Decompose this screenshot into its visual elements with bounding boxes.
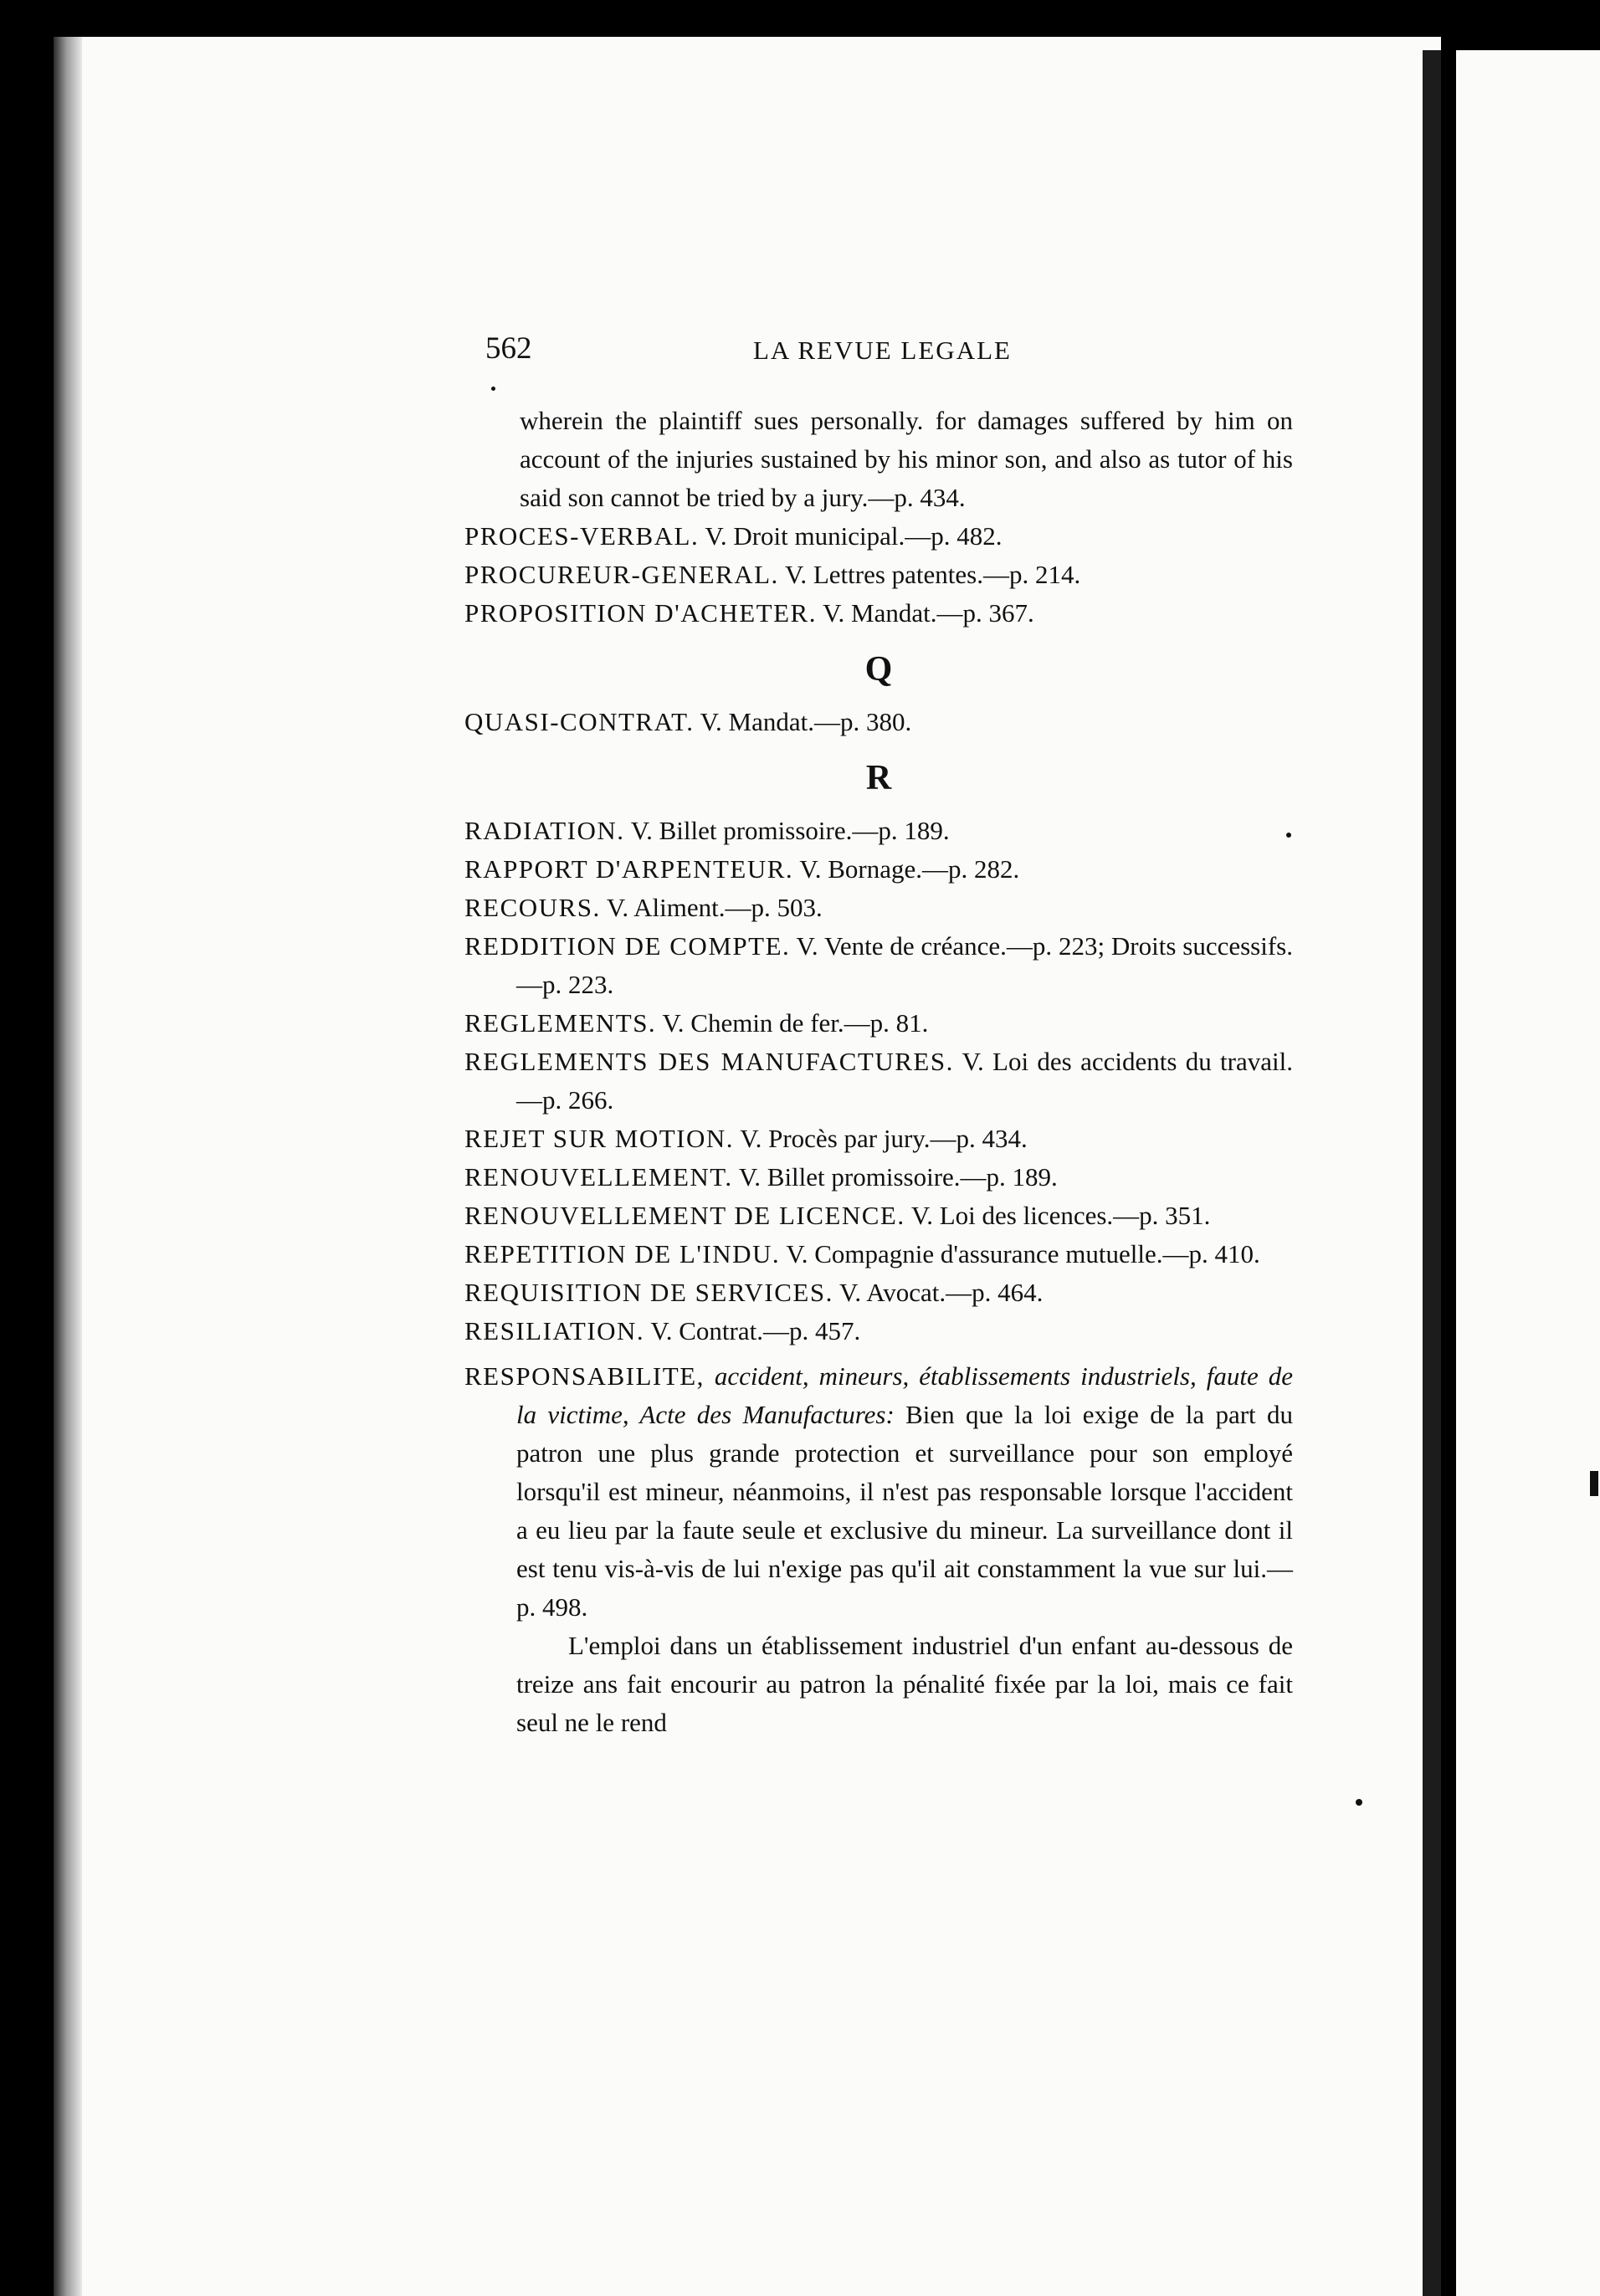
entry-heading: REGLEMENTS DES MANUFACTURES. — [464, 1047, 954, 1076]
facing-page-edge — [1456, 50, 1600, 2296]
index-entry — [464, 1357, 1293, 1627]
entry-reference: V. Compagnie d'assurance mutuelle.—p. 410. — [780, 1239, 1260, 1268]
index-entry — [464, 1235, 1293, 1274]
entry-reference: V. Loi des accidents du travail.—p. 266. — [516, 1047, 1293, 1115]
entry-heading: RENOUVELLEMENT. — [464, 1162, 733, 1192]
entry-heading: REGLEMENTS. — [464, 1008, 657, 1038]
index-entry — [464, 1043, 1293, 1120]
index-entry — [464, 850, 1293, 889]
entry-reference: V. Droit municipal.—p. 482. — [699, 521, 1003, 551]
entry-reference: V. Procès par jury.—p. 434. — [734, 1124, 1028, 1153]
entry-text: Bien que la loi exige de la part du patron une plus grande protection et surveillance pour son employé lorsqu'il est mineur, néanmoins, il n'est pas responsable lorsque l'accident a eu lieu par la faute seule et exclusive du mineur. La surveillance dont il est tenu vis-à-vis de lui n'exige pas qu'il ait constamment la vue sur lui.—p. 498. — [516, 1400, 1293, 1622]
entry-reference: V. Aliment.—p. 503. — [600, 893, 823, 922]
index-entry — [464, 1312, 1293, 1350]
index-entry — [464, 889, 1293, 927]
entry-heading: REPETITION DE L'INDU. — [464, 1239, 781, 1268]
entry-heading: RESPONSABILITE, — [464, 1361, 705, 1391]
entry-reference: V. Billet promissoire.—p. 189. — [732, 1162, 1058, 1192]
entry-reference: V. Lettres patentes.—p. 214. — [778, 560, 1081, 589]
entry-heading: REDDITION DE COMPTE. — [464, 931, 791, 961]
entry-heading: PROCES-VERBAL. — [464, 521, 700, 551]
entry-heading: RESILIATION. — [464, 1316, 645, 1345]
entry-reference: V. Mandat.—p. 380. — [694, 707, 912, 736]
book-gutter — [54, 37, 82, 2296]
entry-heading: RENOUVELLEMENT DE LICENCE. — [464, 1201, 905, 1230]
entry-reference: V. Contrat.—p. 457. — [644, 1316, 861, 1345]
entry-reference: V. Bornage.—p. 282. — [793, 854, 1020, 884]
index-entry — [464, 594, 1293, 633]
entry-reference: V. Chemin de fer.—p. 81. — [656, 1008, 929, 1038]
index-entry — [464, 812, 1293, 850]
index-entry — [464, 1274, 1293, 1312]
index-entry — [464, 517, 1293, 556]
section-letter-q: Q — [864, 650, 893, 689]
entry-heading: REQUISITION DE SERVICES. — [464, 1278, 833, 1307]
entry-heading: QUASI-CONTRAT. — [464, 707, 695, 736]
index-entry — [464, 1120, 1293, 1158]
entry-reference: V. Loi des licences.—p. 351. — [905, 1201, 1211, 1230]
entry-reference: V. Billet promissoire.—p. 189. — [624, 816, 950, 845]
index-entry — [464, 1004, 1293, 1043]
entry-heading: RECOURS. — [464, 893, 601, 922]
page-speck — [491, 387, 495, 391]
facing-page-mark — [1590, 1471, 1598, 1496]
entry-heading: REJET SUR MOTION. — [464, 1124, 735, 1153]
continued-entry: wherein the plaintiff sues personally. for damages suffered by him on account of the injuries sustained by his minor son, and also as tutor of his said son cannot be tried by a jury.—p. 434. — [520, 406, 1293, 512]
index-entry — [464, 1197, 1293, 1235]
entry-paragraph: L'emploi dans un établissement industriel d'un enfant au-dessous de treize ans fait encourir au patron la pénalité fixée par la loi, mais ce fait seul ne le rend — [516, 1631, 1293, 1737]
entry-reference: V. Mandat.—p. 367. — [816, 598, 1034, 628]
index-entry — [464, 927, 1293, 1004]
page-edge-shadow — [1423, 50, 1441, 2296]
page-number: 562 — [485, 331, 532, 366]
page-speck — [1356, 1799, 1362, 1806]
section-letter-r: R — [865, 759, 892, 797]
entry-reference: V. Avocat.—p. 464. — [833, 1278, 1044, 1307]
index-body — [464, 402, 1293, 1742]
running-head: LA REVUE LEGALE — [753, 336, 1012, 365]
entry-keywords: accident, mineurs, établissements industriels, faute de la victime, Acte des Manufactures: — [516, 1361, 1293, 1429]
entry-heading: PROCUREUR-GENERAL. — [464, 560, 779, 589]
index-entry — [464, 703, 1293, 741]
entry-heading: PROPOSITION D'ACHETER. — [464, 598, 817, 628]
entry-heading: RAPPORT D'ARPENTEUR. — [464, 854, 794, 884]
entry-heading: RADIATION. — [464, 816, 625, 845]
entry-reference: V. Vente de créance.—p. 223; Droits successifs.—p. 223. — [516, 931, 1293, 999]
index-entry — [464, 556, 1293, 594]
index-entry — [464, 1158, 1293, 1197]
